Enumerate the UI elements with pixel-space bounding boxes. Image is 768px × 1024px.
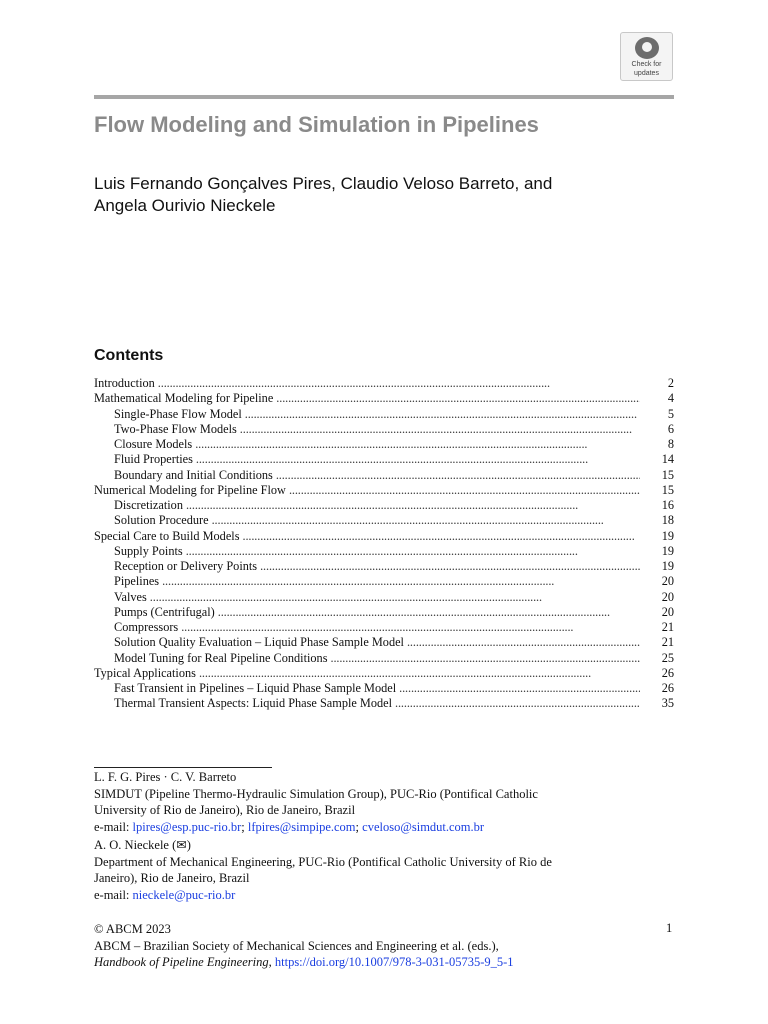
toc-entry-page: 19 [661,559,674,573]
toc-dot-leader [162,574,640,589]
toc-entry-title: Introduction [94,376,155,390]
toc-entry-title: Reception or Delivery Points [114,559,258,573]
toc-entry-title: Supply Points [114,543,183,558]
copyright-line: © ABCM 2023 [94,922,171,936]
toc-entry-page: 2 [667,376,674,390]
toc-entry[interactable] [94,452,674,467]
badge-label-2: updates [634,70,659,77]
email-link[interactable]: cveloso@simdut.com.br [362,819,485,834]
toc-dot-leader [276,468,640,483]
toc-entry[interactable] [94,559,674,574]
toc-entry-page: 14 [661,452,674,467]
book-title: Handbook of Pipeline Engineering [94,955,269,969]
toc-entry[interactable] [94,391,674,406]
author-line-1: Luis Fernando Gonçalves Pires, Claudio Veloso Barreto, and [94,174,553,193]
toc-entry-title: Valves [114,589,147,604]
toc-dot-leader [395,696,640,711]
toc-dot-leader [150,590,640,605]
toc-dot-leader [399,681,640,696]
affiliation-block-2 [94,837,674,903]
toc-entry-title: Thermal Transient Aspects: Liquid Phase Sample Model [114,696,393,711]
toc-entry-title: Pumps (Centrifugal) [114,604,215,619]
toc-entry[interactable] [94,437,674,452]
toc-dot-leader [186,544,640,559]
toc-entry[interactable] [94,635,674,650]
toc-entry-page: 21 [661,635,674,650]
toc-entry-title: Boundary and Initial Conditions [114,467,273,482]
toc-entry[interactable] [94,376,674,391]
toc-dot-leader [331,651,641,666]
toc-entry[interactable] [94,666,674,681]
toc-entry-title: Solution Quality Evaluation – Liquid Phase Sample Model [114,635,404,650]
email-link[interactable]: lpires@esp.puc-rio.br [132,819,242,834]
email-separator: ; [241,819,248,834]
toc-entry-title: Numerical Modeling for Pipeline Flow [94,482,286,497]
toc-entry-page: 18 [661,513,674,528]
citation-line [94,954,654,971]
toc-entry[interactable] [94,498,674,513]
toc-entry-title: Fast Transient in Pipelines – Liquid Phase Sample Model [114,681,397,695]
toc-dot-leader [218,605,640,620]
toc-dot-leader [289,483,640,498]
email-separator: ; [355,819,363,834]
email-line [94,819,674,836]
affiliation-names: L. F. G. Pires · C. V. Barreto [94,770,237,784]
toc-dot-leader [199,666,640,681]
publisher-line: ABCM – Brazilian Society of Mechanical Sciences and Engineering et al. (eds.), [94,938,499,953]
affiliation-block-1 [94,769,674,835]
toc-entry-page: 6 [667,421,674,436]
bookmark-icon [635,37,659,59]
toc-entry-title: Compressors [114,620,179,634]
toc-entry-title: Closure Models [114,437,193,451]
toc-entry[interactable] [94,529,674,544]
chapter-title: Flow Modeling and Simulation in Pipelines [94,112,539,137]
toc-dot-leader [243,529,641,544]
toc-entry-page: 25 [661,650,674,665]
email-label: e-mail: [94,819,133,834]
toc-entry-page: 19 [661,528,674,543]
toc-entry[interactable] [94,422,674,437]
email-link[interactable]: nieckele@puc-rio.br [132,887,236,902]
toc-entry-title: Discretization [114,498,183,512]
toc-entry-title: Two-Phase Flow Models [114,421,237,436]
toc-entry[interactable] [94,605,674,620]
toc-dot-leader [158,376,640,391]
toc-dot-leader [186,498,640,513]
toc-dot-leader [240,422,640,437]
toc-entry-page: 26 [661,681,674,695]
toc-entry[interactable] [94,696,674,711]
footnote-rule [94,767,272,768]
toc-dot-leader [181,620,640,635]
toc-entry-page: 15 [661,482,674,497]
email-link[interactable]: lfpires@simpipe.com [247,819,356,834]
author-line-2: Angela Ourivio Nieckele [94,196,276,215]
toc-entry-title: Single-Phase Flow Model [114,406,242,421]
toc-entry-title: Pipelines [114,574,160,589]
toc-entry-page: 35 [661,696,674,711]
affiliation-line: University of Rio de Janeiro), Rio de Janeiro, Brazil [94,803,356,817]
toc-entry-title: Solution Procedure [114,513,209,528]
affiliation-names: A. O. Nieckele (✉) [94,838,191,852]
toc-entry[interactable] [94,513,674,528]
toc-entry[interactable] [94,468,674,483]
toc-entry-page: 8 [667,437,674,451]
toc-dot-leader [276,391,640,406]
toc-entry-page: 4 [667,391,674,406]
toc-dot-leader [195,437,640,452]
toc-dot-leader [196,452,640,467]
toc-entry-page: 21 [661,620,674,634]
citation-separator: , [268,955,275,969]
affiliation-line: SIMDUT (Pipeline Thermo-Hydraulic Simulation Group), PUC-Rio (Pontifical Catholic [94,786,538,801]
toc-entry[interactable] [94,681,674,696]
toc-entry-page: 5 [667,406,674,421]
toc-entry[interactable] [94,544,674,559]
badge-label-1: Check for [631,61,662,68]
title-rule [94,95,674,99]
toc-entry[interactable] [94,620,674,635]
author-list [94,173,552,217]
toc-entry-page: 20 [661,604,674,619]
toc-entry-page: 19 [661,543,674,558]
check-for-updates-badge[interactable] [620,32,673,81]
copyright-footer [94,921,654,971]
toc-entry-page: 15 [661,467,674,482]
toc-dot-leader [260,559,640,574]
affiliation-line: Department of Mechanical Engineering, PUC-Rio (Pontifical Catholic University of Rio de [94,854,552,869]
contents-heading: Contents [94,347,164,364]
toc-entry[interactable] [94,483,674,498]
toc-dot-leader [407,635,640,650]
toc-dot-leader [245,407,640,422]
table-of-contents [94,376,674,712]
toc-entry-title: Typical Applications [94,665,196,680]
email-line [94,887,674,904]
toc-entry[interactable] [94,651,674,666]
toc-entry[interactable] [94,407,674,422]
toc-entry-title: Model Tuning for Real Pipeline Conditions [114,650,328,665]
toc-entry-page: 20 [661,589,674,604]
toc-dot-leader [212,513,640,528]
toc-entry[interactable] [94,590,674,605]
page-number: 1 [666,921,673,935]
toc-entry-page: 26 [661,665,674,680]
toc-entry-title: Fluid Properties [114,452,193,467]
affiliation-line: Janeiro), Rio de Janeiro, Brazil [94,871,250,885]
toc-entry-page: 16 [661,498,674,512]
email-label: e-mail: [94,887,133,902]
toc-entry-title: Mathematical Modeling for Pipeline [94,391,274,406]
toc-entry-page: 20 [661,574,674,589]
toc-entry[interactable] [94,574,674,589]
toc-entry-title: Special Care to Build Models [94,528,240,543]
doi-link[interactable]: https://doi.org/10.1007/978-3-031-05735-9_5-1 [274,955,514,969]
